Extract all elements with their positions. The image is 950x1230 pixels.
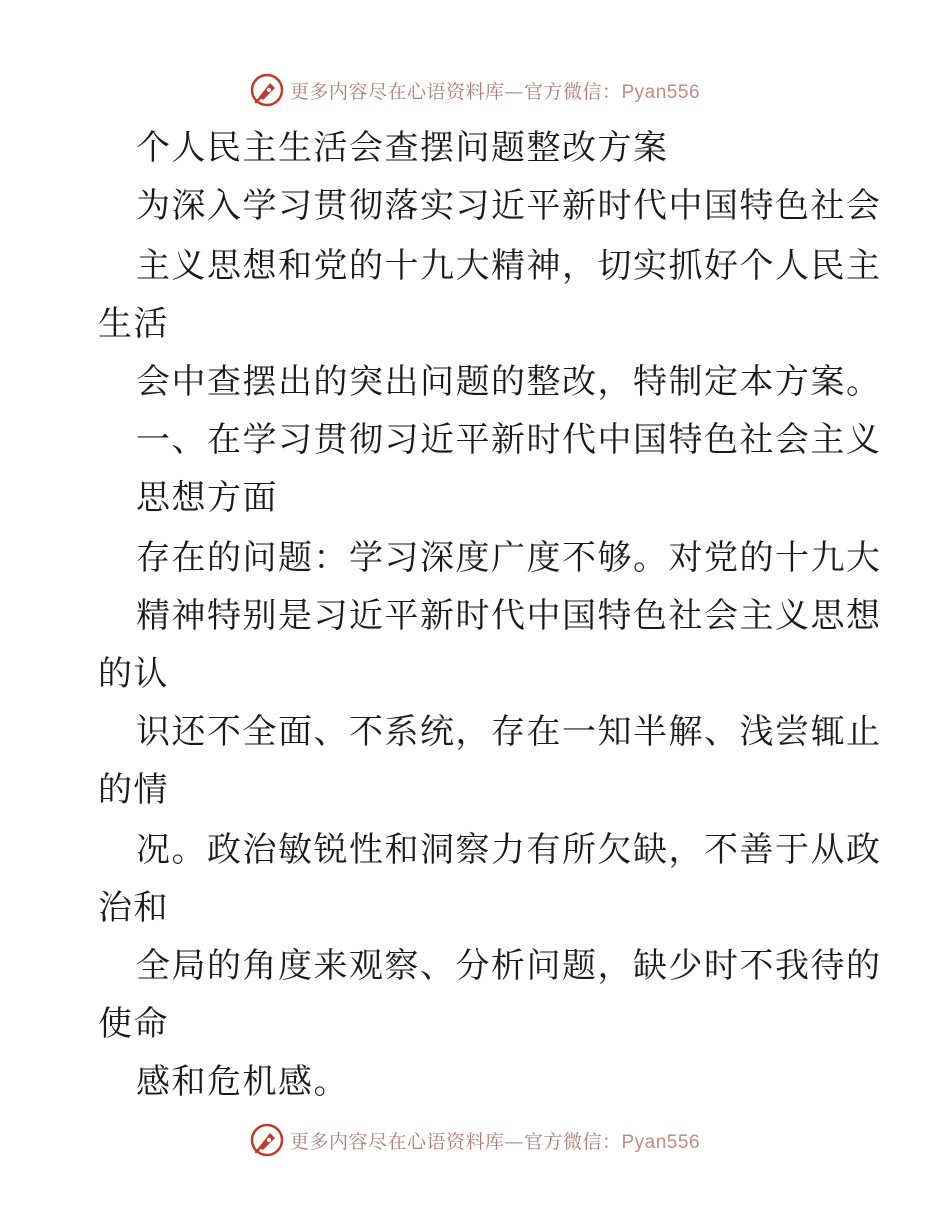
watermark-text: [290, 1127, 700, 1154]
pen-nib-logo-icon: [250, 73, 284, 107]
paragraph-line: 为深入学习贯彻落实习近平新时代中国特色社会: [136, 186, 882, 226]
section-heading-cont: 思想方面: [136, 478, 278, 518]
watermark-brand: Pyan556: [621, 1131, 701, 1153]
watermark-main: 更多内容尽在心语资料库: [289, 1130, 505, 1153]
pen-nib-logo-icon: [250, 1123, 284, 1157]
paragraph-line: 的认: [98, 654, 169, 694]
paragraph-line: 会中查摆出的突出问题的整改，特制定本方案。: [136, 362, 882, 402]
paragraph-line: 使命: [98, 1004, 169, 1044]
watermark-wechat-label: 官方微信：: [523, 80, 622, 103]
paragraph-line: 存在的问题：学习深度广度不够。对党的十九大: [136, 538, 882, 578]
paragraph-line: 全局的角度来观察、分析问题，缺少时不我待的: [136, 946, 882, 986]
watermark-main: 更多内容尽在心语资料库: [289, 80, 505, 103]
paragraph-line: 治和: [98, 888, 169, 928]
paragraph-line: 生活: [98, 304, 169, 344]
watermark-separator: —: [504, 80, 524, 103]
paragraph-line: 况。政治敏锐性和洞察力有所欠缺，不善于从政: [136, 830, 882, 870]
paragraph-line: 感和危机感。: [136, 1062, 349, 1102]
paragraph-line: 主义思想和党的十九大精神，切实抓好个人民主: [136, 246, 882, 286]
paragraph-line: 的情: [98, 770, 169, 810]
paragraph-line: 识还不全面、不系统，存在一知半解、浅尝辄止: [136, 712, 882, 752]
watermark-text: [290, 77, 700, 104]
watermark-separator: —: [504, 1130, 524, 1153]
document-title: 个人民主生活会查摆问题整改方案: [136, 128, 669, 168]
footer-watermark: [0, 1120, 950, 1160]
watermark-brand: Pyan556: [621, 81, 701, 103]
header-watermark: [0, 70, 950, 110]
paragraph-line: 精神特别是习近平新时代中国特色社会主义思想: [136, 596, 882, 636]
watermark-wechat-label: 官方微信：: [523, 1130, 622, 1153]
section-heading: 一、在学习贯彻习近平新时代中国特色社会主义: [136, 420, 882, 460]
